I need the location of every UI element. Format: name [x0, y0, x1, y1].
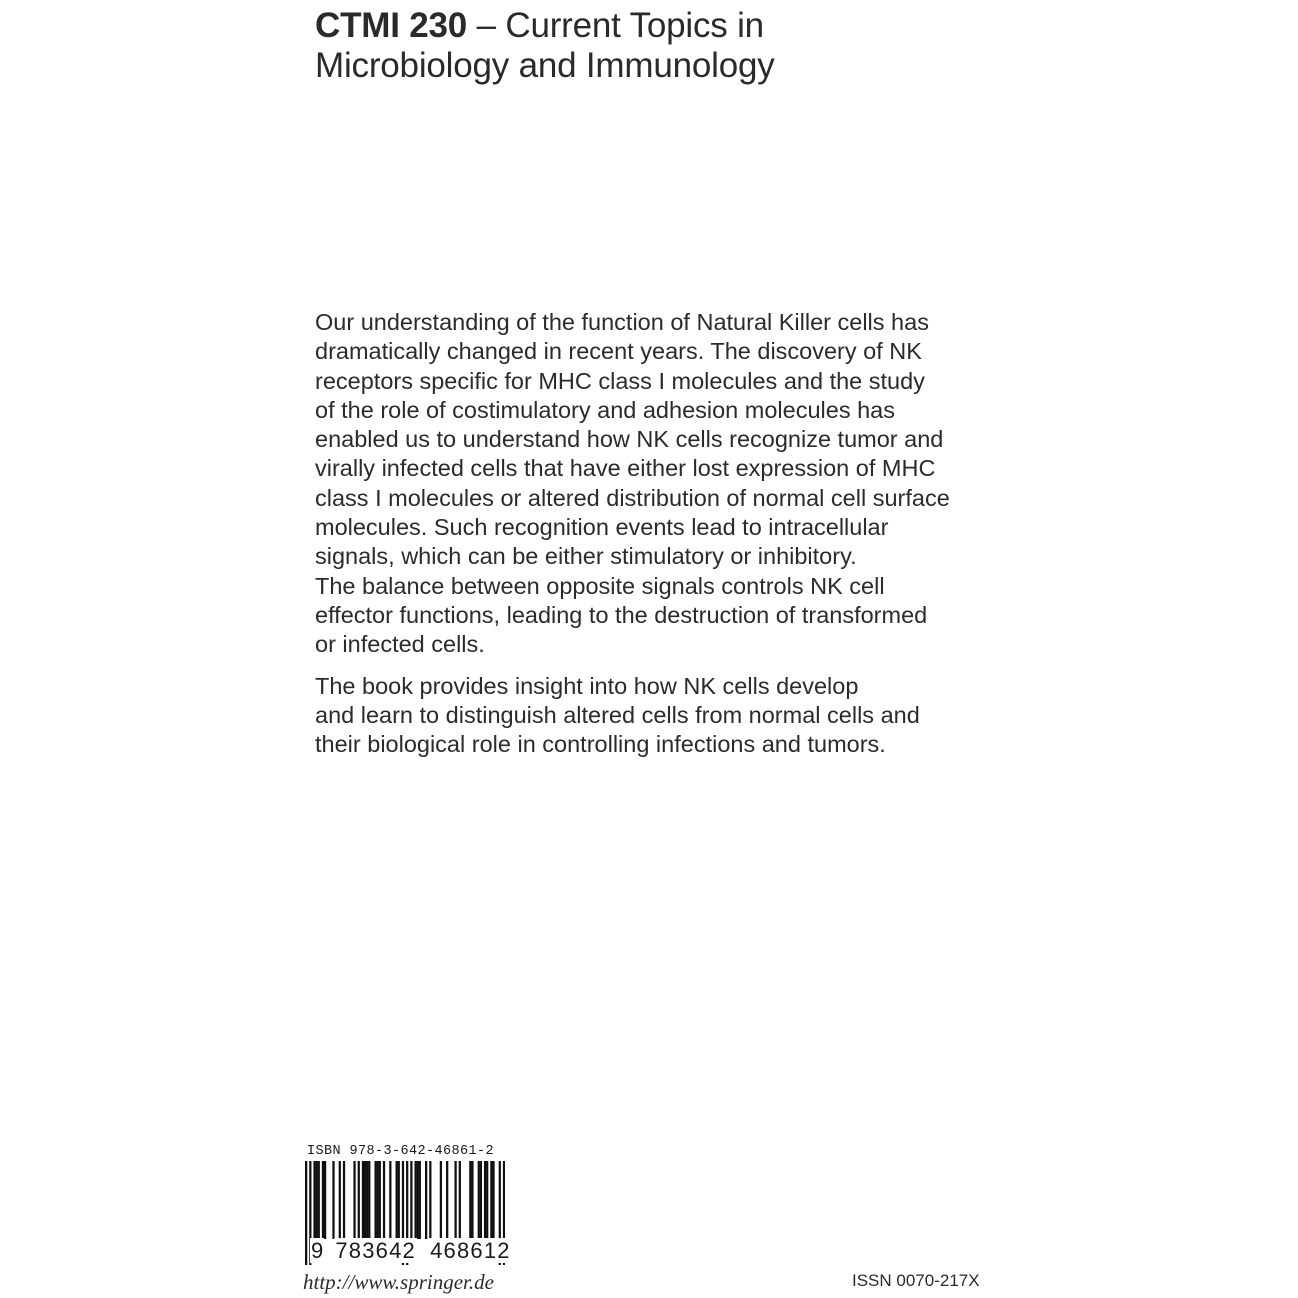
barcode-bar: [486, 1161, 488, 1239]
text-line: their biological role in controlling infections and tumors.: [315, 731, 886, 758]
series-name-part2: Microbiology and Immunology: [315, 46, 775, 85]
text-line: signals, which can be either stimulatory or inhibitory.: [315, 543, 857, 570]
text-line: virally infected cells that have either lost expression of MHC: [315, 455, 936, 482]
issn-number: ISSN 0070-217X: [852, 1271, 980, 1290]
barcode-bar: [318, 1161, 320, 1239]
barcode-right-digits: 468612: [430, 1238, 511, 1263]
barcode-bar: [469, 1161, 471, 1239]
description-paragraph-2: [315, 672, 1015, 760]
barcode-bar: [339, 1161, 341, 1239]
barcode-digits: [310, 1238, 512, 1264]
title-line-1: [315, 6, 775, 46]
isbn-label: ISBN 978-3-642-46861-2: [307, 1144, 495, 1159]
barcode-bar: [368, 1161, 370, 1239]
barcode-bar: [480, 1161, 482, 1239]
barcode-bar: [410, 1161, 412, 1239]
barcode-bar: [364, 1161, 366, 1239]
text-line: effector functions, leading to the destruction of transformed: [315, 601, 928, 628]
barcode-bar: [478, 1161, 480, 1239]
barcode-bar: [362, 1161, 364, 1239]
barcode-bar: [366, 1161, 368, 1239]
barcode-bar: [358, 1161, 360, 1239]
barcode-bar: [379, 1161, 381, 1239]
barcode-bar: [389, 1161, 391, 1239]
series-number: CTMI 230: [315, 6, 468, 45]
barcode-bar: [446, 1161, 448, 1239]
text-line: dramatically changed in recent years. The discovery of NK: [315, 338, 922, 365]
text-line: class I molecules or altered distribution of normal cell surface: [315, 484, 950, 511]
barcode-bar: [305, 1161, 307, 1265]
barcode-bar: [316, 1161, 318, 1239]
barcode-bar: [492, 1161, 494, 1239]
barcode-bar: [322, 1161, 324, 1239]
barcode-bar: [374, 1161, 376, 1239]
text-line: of the role of costimulatory and adhesion molecules has: [315, 396, 895, 423]
series-title: [315, 6, 775, 86]
barcode-bar: [471, 1161, 473, 1239]
barcode-bar: [353, 1161, 355, 1239]
barcode-bar: [419, 1161, 421, 1239]
barcode-first-digit: 9: [311, 1238, 324, 1263]
barcode-bar: [324, 1161, 326, 1239]
barcode-bar: [414, 1161, 416, 1239]
barcode-bar: [429, 1161, 431, 1239]
text-line: Our understanding of the function of Natural Killer cells has: [315, 309, 929, 335]
barcode-bar: [377, 1161, 379, 1239]
barcode-left-digits: 783642: [335, 1238, 416, 1263]
text-line: molecules. Such recognition events lead to intracellular: [315, 514, 889, 541]
barcode-bar: [490, 1161, 492, 1239]
text-line: or infected cells.: [315, 631, 485, 658]
barcode-bar: [417, 1161, 419, 1239]
barcode-bar: [484, 1161, 486, 1239]
description-paragraph-1: [315, 308, 1015, 660]
text-line: enabled us to understand how NK cells recognize tumor and: [315, 426, 944, 453]
barcode-bar: [425, 1161, 427, 1239]
barcode-bar: [343, 1161, 345, 1239]
text-line: and learn to distinguish altered cells from normal cells and: [315, 701, 920, 728]
series-name-part1: – Current Topics in: [467, 6, 764, 45]
barcode-bar: [440, 1161, 442, 1239]
barcode-bar: [332, 1161, 334, 1239]
text-line: The balance between opposite signals controls NK cell: [315, 572, 885, 599]
barcode-bar: [396, 1161, 398, 1239]
barcode-bar: [454, 1161, 456, 1239]
book-description: [315, 308, 1015, 771]
publisher-url: http://www.springer.de: [303, 1270, 494, 1294]
text-line: receptors specific for MHC class I molecules and the study: [315, 367, 925, 394]
text-line: The book provides insight into how NK cells develop: [315, 672, 859, 699]
barcode-bar: [383, 1161, 385, 1239]
barcode-bar: [459, 1161, 461, 1239]
barcode-bar: [313, 1161, 315, 1239]
barcode-bar: [398, 1161, 400, 1239]
